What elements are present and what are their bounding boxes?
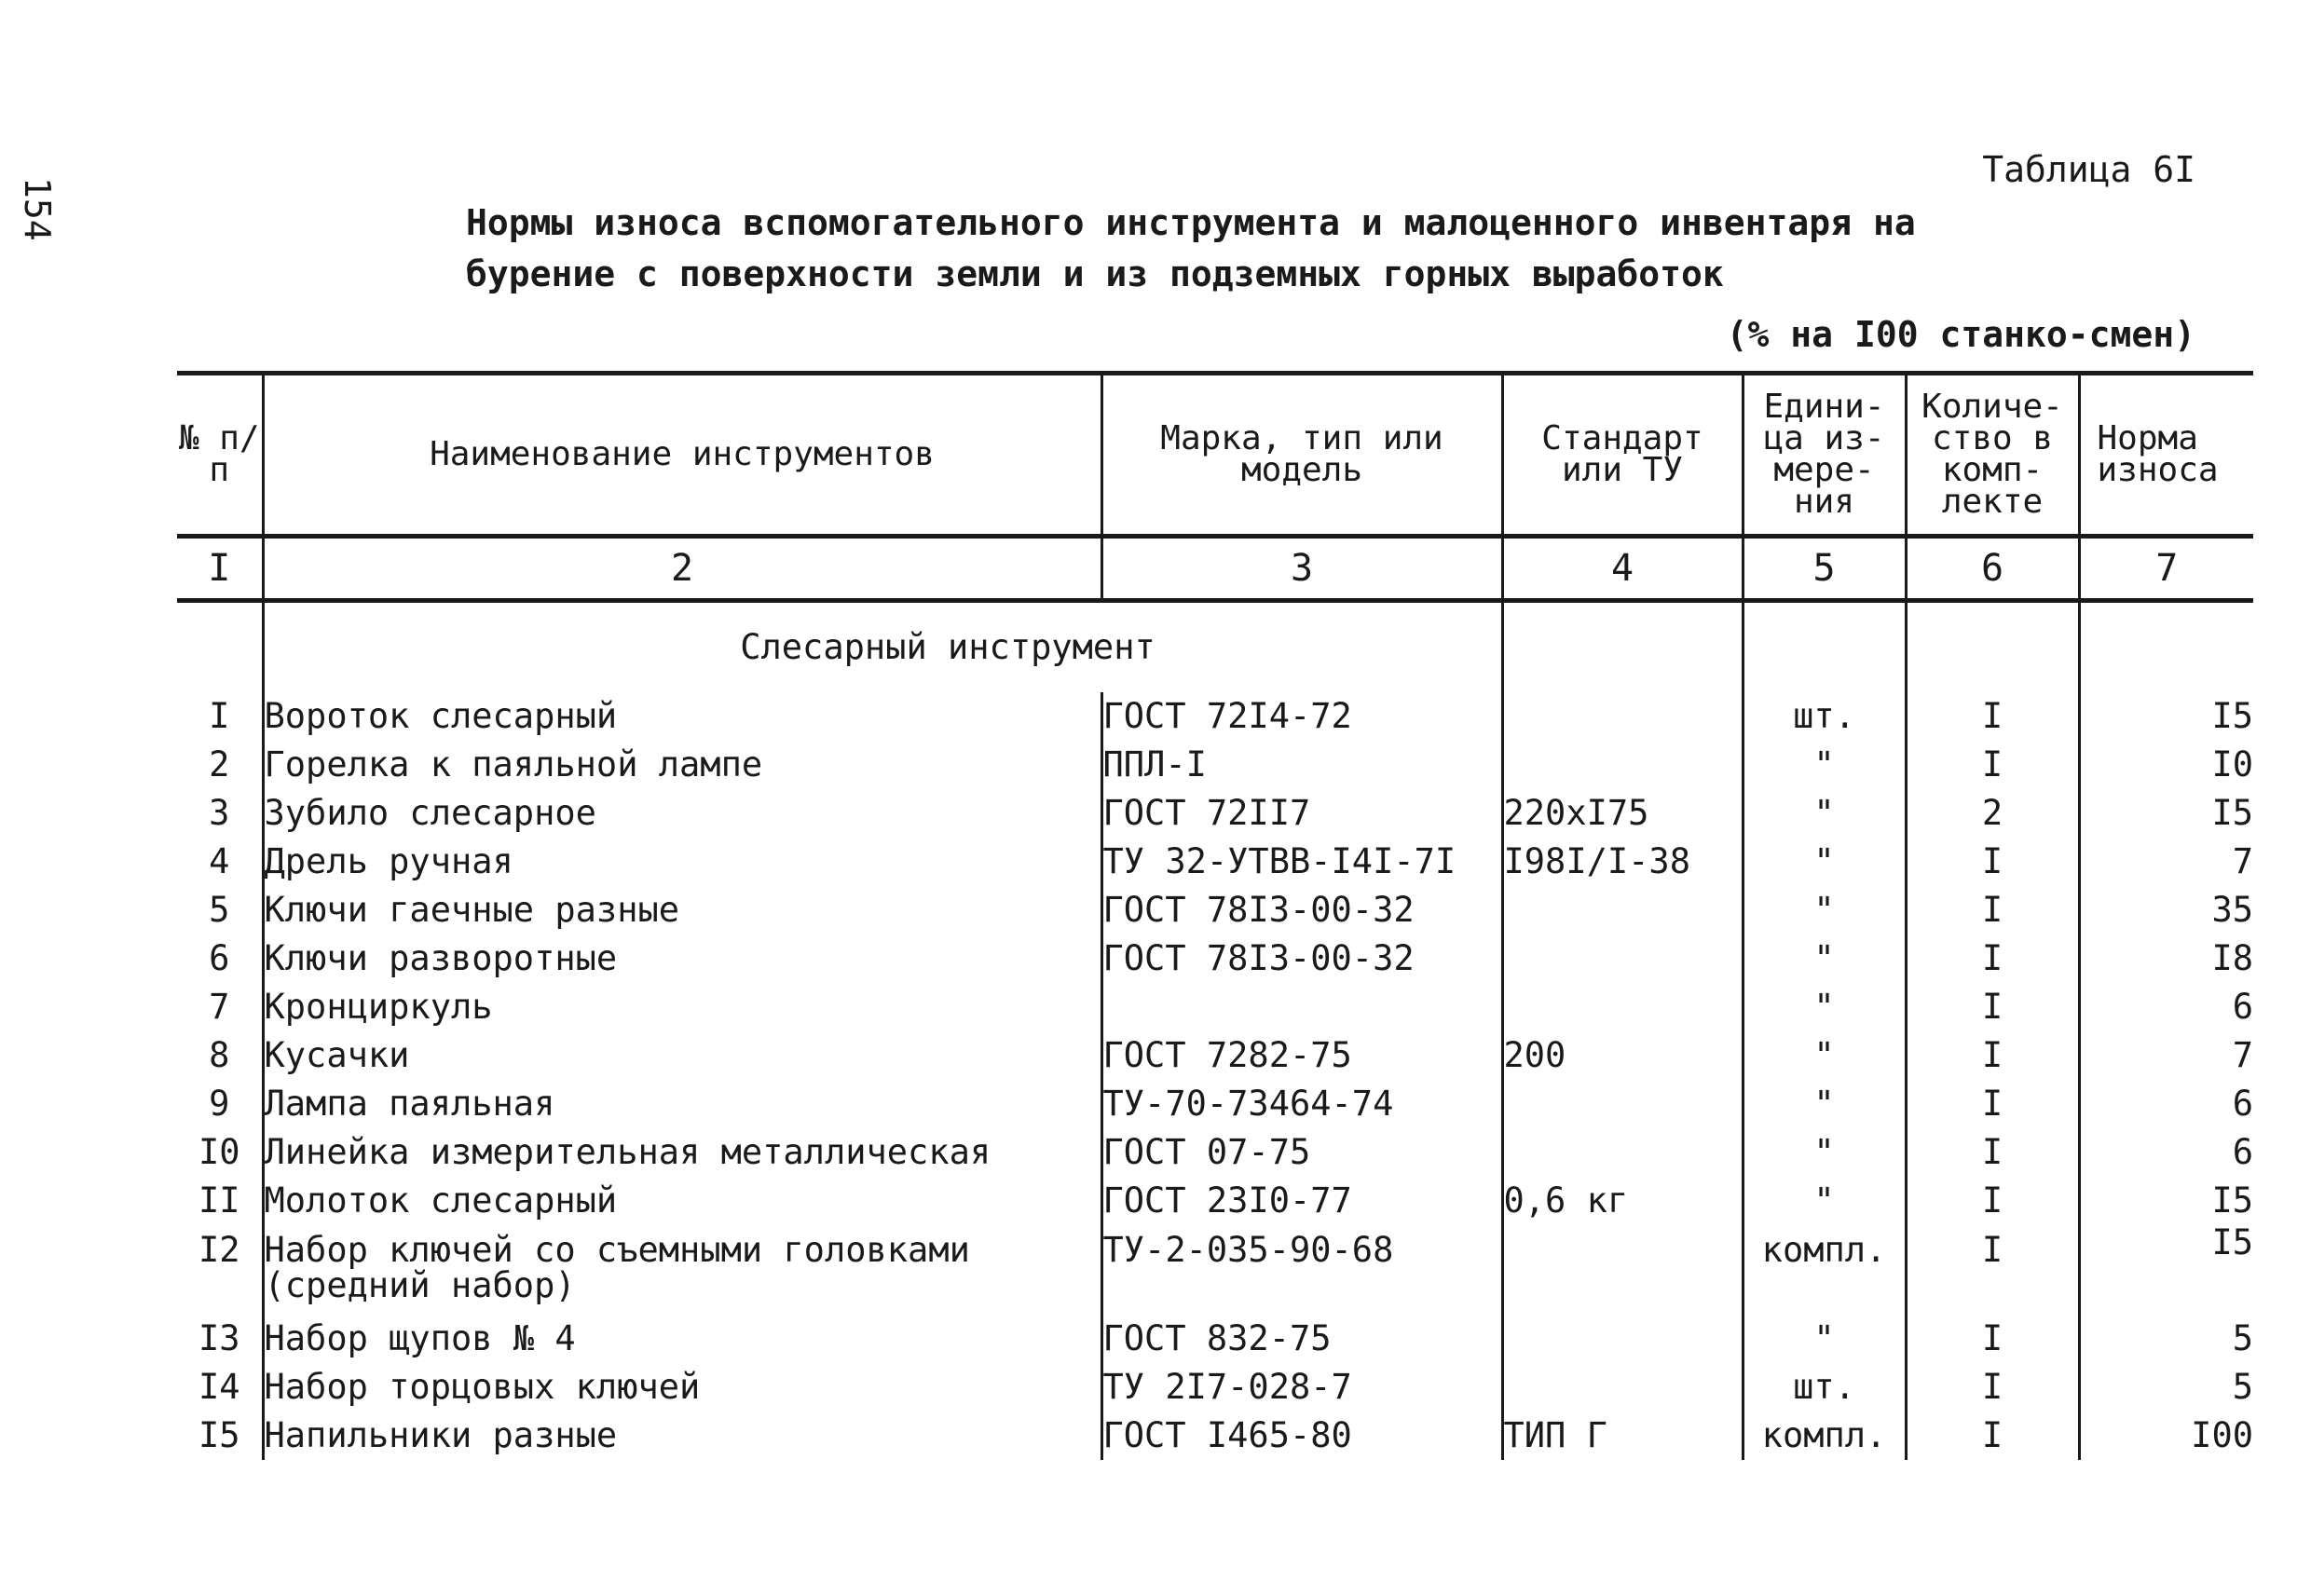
- tool-norm: 6: [2079, 983, 2253, 1031]
- tool-mark: ТУ-70-73464-74: [1101, 1080, 1502, 1128]
- tool-norm: I00: [2079, 1412, 2253, 1460]
- table-row: [177, 886, 2253, 934]
- column-number-row: [177, 537, 2253, 601]
- tool-quantity: I: [1906, 1080, 2079, 1128]
- tool-unit: ": [1743, 789, 1906, 838]
- row-number: 7: [209, 987, 230, 1027]
- table-row: [177, 741, 2253, 789]
- table-row: [177, 1315, 2253, 1363]
- tool-unit: ": [1743, 886, 1906, 934]
- table-row: [177, 934, 2253, 983]
- tool-name: Лампа паяльная: [263, 1080, 1101, 1128]
- tool-quantity: I: [1906, 1225, 2079, 1315]
- tool-unit: компл.: [1743, 1412, 1906, 1460]
- tool-standard: [1502, 741, 1743, 789]
- tool-mark: ГОСТ 78I3-00-32: [1101, 934, 1502, 983]
- tool-norm: 35: [2079, 886, 2253, 934]
- tool-unit: ": [1743, 1128, 1906, 1177]
- column-number: 3: [1101, 537, 1502, 601]
- tool-standard: I98I/I-38: [1502, 838, 1743, 886]
- tool-norm: I5: [2079, 789, 2253, 838]
- tool-standard: 0,6 кг: [1502, 1177, 1743, 1225]
- tool-quantity: I: [1906, 1128, 2079, 1177]
- tool-norm: 5: [2079, 1363, 2253, 1412]
- tool-norm: 5: [2079, 1315, 2253, 1363]
- tool-mark: ППЛ-I: [1101, 741, 1502, 789]
- table-row: [177, 1412, 2253, 1460]
- header-mark: Марка, тип или модель: [1101, 374, 1502, 537]
- tool-standard: 220xI75: [1502, 789, 1743, 838]
- tool-standard: [1502, 886, 1743, 934]
- table-row: [177, 1080, 2253, 1128]
- tool-mark: ГОСТ 72I4-72: [1101, 692, 1502, 741]
- header-norm: Норма износа: [2079, 374, 2253, 537]
- tool-quantity: I: [1906, 741, 2079, 789]
- tool-name-cell: [263, 1225, 1101, 1315]
- tool-mark: ГОСТ 23I0-77: [1101, 1177, 1502, 1225]
- tool-quantity: I: [1906, 1031, 2079, 1080]
- tool-norm: 6: [2079, 1080, 2253, 1128]
- tool-name: Вороток слесарный: [263, 692, 1101, 741]
- tool-mark: ГОСТ 07-75: [1101, 1128, 1502, 1177]
- row-number: I4: [198, 1367, 240, 1407]
- table-row: [177, 1031, 2253, 1080]
- tool-norm: I0: [2079, 741, 2253, 789]
- tool-standard: [1502, 934, 1743, 983]
- tool-quantity: I: [1906, 934, 2079, 983]
- header-row: [177, 374, 2253, 537]
- tool-standard: [1502, 983, 1743, 1031]
- tool-name: Горелка к паяльной лампе: [263, 741, 1101, 789]
- row-number: 8: [209, 1035, 230, 1075]
- tool-norm: I5: [2079, 692, 2253, 741]
- tool-name: Молоток слесарный: [263, 1177, 1101, 1225]
- table-row: [177, 1363, 2253, 1412]
- units-note: (% на I00 станко-смен): [1726, 314, 2195, 355]
- row-number: 5: [209, 890, 230, 930]
- row-number: I5: [198, 1415, 240, 1455]
- tool-name: Зубило слесарное: [263, 789, 1101, 838]
- tool-norm: I8: [2079, 934, 2253, 983]
- tool-standard: [1502, 1363, 1743, 1412]
- tool-unit: ": [1743, 1177, 1906, 1225]
- table-row: [177, 838, 2253, 886]
- table-row: [177, 789, 2253, 838]
- tool-mark: ТУ-2-035-90-68: [1101, 1225, 1502, 1315]
- row-number: 2: [209, 744, 230, 784]
- tool-unit: шт.: [1743, 692, 1906, 741]
- row-number: 4: [209, 841, 230, 881]
- tool-quantity: I: [1906, 1412, 2079, 1460]
- tool-standard: ТИП Г: [1502, 1412, 1743, 1460]
- norms-table-container: [177, 371, 2253, 1460]
- tool-quantity: I: [1906, 838, 2079, 886]
- header-unit: Едини-ца из-мере-ния: [1743, 374, 1906, 537]
- tool-name: Кронциркуль: [263, 983, 1101, 1031]
- tool-quantity: I: [1906, 1177, 2079, 1225]
- header-name: Наименование инструментов: [263, 374, 1101, 537]
- row-number: II: [198, 1180, 240, 1221]
- tool-standard: [1502, 1225, 1743, 1315]
- empty-cell: [1743, 601, 1906, 693]
- tool-name: Ключи разворотные: [263, 934, 1101, 983]
- tool-mark: ГОСТ 72II7: [1101, 789, 1502, 838]
- tool-mark: ТУ 32-УТВВ-I4I-7I: [1101, 838, 1502, 886]
- tool-quantity: I: [1906, 1363, 2079, 1412]
- table-title-line-2: бурение с поверхности земли и из подземных горных выработок: [466, 253, 1724, 294]
- tool-quantity: I: [1906, 983, 2079, 1031]
- column-number: 2: [263, 537, 1101, 601]
- page-number: 154: [17, 177, 58, 241]
- tool-name: Напильники разные: [263, 1412, 1101, 1460]
- row-number: I2: [198, 1230, 240, 1270]
- tool-name: Ключи гаечные разные: [263, 886, 1101, 934]
- tool-unit: ": [1743, 1315, 1906, 1363]
- empty-cell: [2079, 601, 2253, 693]
- tool-norm: 7: [2079, 838, 2253, 886]
- section-row: [177, 601, 2253, 693]
- tool-unit: ": [1743, 934, 1906, 983]
- table-row: [177, 1225, 2253, 1315]
- tool-standard: [1502, 1080, 1743, 1128]
- tool-standard: [1502, 1128, 1743, 1177]
- tool-mark: ТУ 2I7-028-7: [1101, 1363, 1502, 1412]
- row-number: 6: [209, 938, 230, 978]
- tool-mark: ГОСТ 7282-75: [1101, 1031, 1502, 1080]
- column-number: 5: [1743, 537, 1906, 601]
- column-number: 6: [1906, 537, 2079, 601]
- tool-mark: ГОСТ 78I3-00-32: [1101, 886, 1502, 934]
- tool-name: Набор торцовых ключей: [263, 1363, 1101, 1412]
- tool-unit: компл.: [1743, 1225, 1906, 1315]
- header-standard: Стандарт или ТУ: [1502, 374, 1743, 537]
- tool-quantity: I: [1906, 692, 2079, 741]
- tool-mark: ГОСТ I465-80: [1101, 1412, 1502, 1460]
- row-number: I3: [198, 1318, 240, 1358]
- tool-norm: I5: [2079, 1225, 2253, 1315]
- tool-name: Набор щупов № 4: [263, 1315, 1101, 1363]
- tool-unit: шт.: [1743, 1363, 1906, 1412]
- tool-name-continuation: (средний набор): [264, 1265, 576, 1305]
- tool-name: Кусачки: [263, 1031, 1101, 1080]
- tool-unit: ": [1743, 983, 1906, 1031]
- header-quantity: Количе-ство в комп-лекте: [1906, 374, 2079, 537]
- tool-standard: [1502, 1315, 1743, 1363]
- tool-unit: ": [1743, 741, 1906, 789]
- tool-unit: ": [1743, 1080, 1906, 1128]
- row-number: I: [209, 696, 230, 736]
- row-number: 3: [209, 793, 230, 833]
- tool-unit: ": [1743, 1031, 1906, 1080]
- header-num: № п/п: [177, 374, 263, 537]
- norms-table: [177, 371, 2253, 1460]
- tool-norm: I5: [2079, 1177, 2253, 1225]
- tool-quantity: 2: [1906, 789, 2079, 838]
- table-title-line-1: Нормы износа вспомогательного инструмента и малоценного инвентаря на: [466, 202, 1916, 243]
- column-number: 7: [2079, 537, 2253, 601]
- table-row: [177, 1177, 2253, 1225]
- empty-cell: [1502, 601, 1743, 693]
- tool-mark: ГОСТ 832-75: [1101, 1315, 1502, 1363]
- tool-quantity: I: [1906, 1315, 2079, 1363]
- tool-name: Дрель ручная: [263, 838, 1101, 886]
- column-number: I: [177, 537, 263, 601]
- table-label: Таблица 6I: [1982, 149, 2195, 190]
- tool-norm: 7: [2079, 1031, 2253, 1080]
- row-number: 9: [209, 1084, 230, 1124]
- section-title: Слесарный инструмент: [263, 601, 1502, 693]
- tool-quantity: I: [1906, 886, 2079, 934]
- tool-name: Линейка измерительная металлическая: [263, 1128, 1101, 1177]
- empty-cell: [177, 601, 263, 693]
- tool-name: Набор ключей со съемными головками: [264, 1230, 970, 1270]
- tool-norm: 6: [2079, 1128, 2253, 1177]
- tool-standard: [1502, 692, 1743, 741]
- column-number: 4: [1502, 537, 1743, 601]
- row-number: I0: [198, 1132, 240, 1172]
- empty-cell: [1906, 601, 2079, 693]
- table-row: [177, 1128, 2253, 1177]
- tool-standard: 200: [1502, 1031, 1743, 1080]
- table-row: [177, 692, 2253, 741]
- table-row: [177, 983, 2253, 1031]
- tool-mark: [1101, 983, 1502, 1031]
- tool-unit: ": [1743, 838, 1906, 886]
